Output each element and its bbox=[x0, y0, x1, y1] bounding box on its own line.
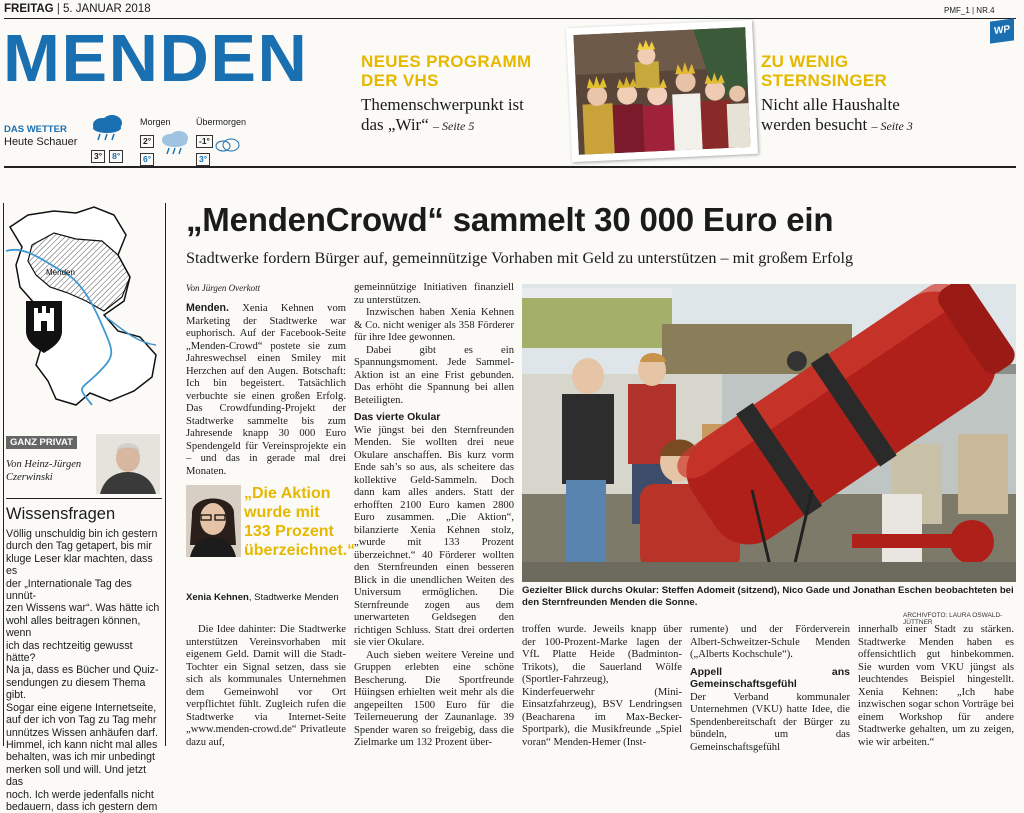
photo-credit: ARCHIVFOTO: LAURA OSWALD-JÜTTNER bbox=[903, 612, 1003, 626]
article-subheadline: Stadtwerke fordern Bürger auf, gemeinnützige Vorhaben mit Geld zu unterstützen – mit großem Erfolg bbox=[186, 249, 854, 267]
column-title: Wissensfragen bbox=[6, 505, 116, 523]
column-line: Völlig unschuldig bin ich gestern bbox=[6, 528, 158, 540]
subheading-appell: Appell ans Gemeinschaftsgefühl bbox=[690, 665, 850, 690]
today-high: 8° bbox=[109, 150, 123, 163]
morgen-temps bbox=[140, 131, 162, 167]
left-column-rule-right bbox=[165, 203, 166, 746]
rubric-badge: GANZ PRIVAT bbox=[6, 436, 77, 449]
column-line: noch. Ich werde jedenfalls nicht bbox=[6, 788, 154, 801]
column-line: durch den Tag getapert, bis mir bbox=[6, 540, 152, 553]
quote-portrait bbox=[186, 485, 241, 557]
sternsinger-photo bbox=[573, 27, 750, 155]
morgen-high: 2° bbox=[140, 135, 154, 148]
date-day: FREITAG bbox=[4, 3, 54, 15]
morgen-low: 6° bbox=[140, 153, 154, 166]
city-title: MENDEN bbox=[3, 21, 309, 96]
photo-caption: Gezielter Blick durchs Okular: Steffen Adomeit (sitzend), Nico Gade und Jonathan Eschen beobachteten bei den Sternfreunden Menden die Sonne. bbox=[522, 585, 1014, 608]
column-line: zen Wissens war“. Was hätte ich bbox=[6, 602, 160, 615]
article-col1b: Die Idee dahinter: Die Stadtwerke unterstützen Vereinsvorhaben mit eigenem Geld. Damit will die Stadt-Tochter ein Signal setzen, dass sie sich als kommunales Unternehmen dem Gemeinwohl vor Ort verpflichtet fühlt. Zugleich rufen die Stadtwerke via Internet-Seite „www.menden-crowd.de“ Privatleute dazu auf, bbox=[186, 624, 346, 748]
quote-role: , Stadtwerke Menden bbox=[248, 592, 339, 603]
column-line: der „Internationale Tag des unnüt- bbox=[6, 577, 132, 603]
column-line: behalten, was ich mir unbedingt bbox=[6, 751, 155, 764]
author-avatar bbox=[96, 434, 160, 494]
column-line: wohl alles beitragen können, wenn bbox=[6, 614, 141, 640]
telescope-photo[interactable] bbox=[522, 284, 1016, 582]
wp-logo: WP bbox=[990, 18, 1014, 43]
uebermorgen-label: Übermorgen bbox=[196, 117, 247, 127]
column-line: auf der ich von Tag zu Tag mehr bbox=[6, 714, 157, 727]
subheading-okular: Das vierte Okular bbox=[354, 411, 441, 423]
column-line: ich das rechtzeitig gewusst hätte? bbox=[6, 639, 133, 665]
sternsinger-photo-frame[interactable] bbox=[566, 20, 758, 162]
teaser1-page: – Seite 5 bbox=[433, 119, 475, 133]
article-col3b: troffen wurde. Jeweils knapp über der 100-Prozent-Marke lagen der VfL Platte Heide (Badminton-Trikots), die Sauerland Wölfe (Sportler-Fahrzeug), Kinderfeuerwehr (Mini-Einsatzfahrzeug), BSV Lendringsen (Beacharena im Max-Becker-Sportpark), die Musikfreunde „Spiel voran“ Menden-Hemer (Inst- bbox=[522, 624, 682, 748]
dateline: Menden. bbox=[186, 302, 229, 314]
top-rule bbox=[4, 18, 1016, 19]
teaser2-text: Nicht alle Haushalte werden besucht – Seite 3 bbox=[761, 95, 913, 134]
uebermorgen-high: -1° bbox=[196, 135, 213, 148]
left-column-rule bbox=[3, 203, 4, 746]
article-headline[interactable]: „MendenCrowd“ sammelt 30 000 Euro ein bbox=[186, 201, 834, 238]
quote-attribution bbox=[186, 592, 339, 603]
teaser2-page: – Seite 3 bbox=[871, 119, 913, 133]
teaser1-text: Themenschwerpunkt ist das „Wir“ – Seite 5 bbox=[361, 95, 524, 134]
map-label: Menden bbox=[46, 268, 75, 277]
column-body bbox=[6, 528, 162, 813]
cloud-icon bbox=[214, 138, 242, 152]
quote-text: „Die Aktion wurde mit 133 Prozent überzeichnet.“ bbox=[244, 485, 356, 559]
masthead-bottom-rule bbox=[4, 166, 1016, 168]
cloud-rain-icon bbox=[90, 114, 126, 142]
menden-map bbox=[6, 205, 162, 410]
cloud-rain-icon bbox=[160, 130, 190, 156]
column-author: Von Heinz-Jürgen Czerwinski bbox=[6, 459, 82, 483]
article-col1: Menden. Xenia Kehnen vom Marketing der Stadtwerke war euphorisch. Auf der Facebook-Seite „Menden-Crowd“ postete sie zum Jahreswechsel einen Smiley mit Herzchen auf den Augen. Botschaft: Ich bin begeistert. Tatsächlich verbuchte sie einen großen Erfolg. Das Crowdfunding-Projekt der Stadtwerke sammelte bis zum Jahresende knapp 30 000 Euro Spendengeld für Vereinsprojekte ein – und das in gerade mal drei Monaten. bbox=[186, 302, 346, 477]
page-code: PMF_1 | NR.4 bbox=[944, 6, 995, 15]
teaser1-headline[interactable]: NEUES PROGRAMM DER VHS bbox=[361, 52, 532, 90]
column-line: merken soll und will. Und jetzt das bbox=[6, 763, 147, 789]
today-low: 3° bbox=[91, 150, 105, 163]
date-line: FREITAG | 5. JANUAR 2018 bbox=[4, 3, 151, 15]
date-rest: 5. JANUAR 2018 bbox=[63, 3, 151, 15]
morgen-label: Morgen bbox=[140, 117, 171, 127]
weather-label: DAS WETTER bbox=[4, 124, 67, 135]
article-col4b: rumente) und der Förderverein Albert-Schweitzer-Schule Menden („Alberts Kochschule“). Appell ans Gemeinschaftsgefühl Der Verband kommunaler Unternehmen (VKU) hatte Idee, die Spendenbereitschaft der Bürger zu bündeln, um das Gemeinschaftsgefühl bbox=[690, 624, 850, 753]
article-col2: gemeinnützige Initiativen finanziell zu unterstützen. Inzwischen haben Xenia Kehnen & Co. nicht weniger als 358 Förderer für ihre Idee gewonnen. Dabei gibt es ein Spannungsmoment. Jede Sammel-Aktion ist an eine Frist gebunden. Das erhöht die Spannung bei allen Beteiligten. Das vierte Okular Wie jüngst bei den Sternfreunden Menden. Sie wollten drei neue Okulare anschaffen. Bis kurz vorm Ende sah’s so aus, als scheitere das kollektive Geld-Sammeln. Doch dann kam alles anders. Statt der erhofften 2100 Euro kamen 2800 Euro zusammen. „Die Aktion“, bilanzierte Xenia Kehnen stolz, „wurde mit 133 Prozent überzeichnet.“ 40 Förderer wollten den Sternfreunden einen besseren Blick in die unendlichen Weiten des Universum ermöglichen. Die Sternfreunde zogen aus dem unerwarteten Geldsegen den richtigen Schluss. Statt drei orderten sie vier Okulare. Auch sieben weitere Vereine und Gruppen erlebten eine schöne Bescherung. Die Sportfreunde Hüingsen erhielten weit mehr als die angepeilten 1500 Euro für die Teilerneuerung der Zaunanlage. 39 Spender waren so freigebig, dass die Zielmarke um 132 Prozent über- bbox=[354, 282, 514, 748]
column-line: unnützes Wissen anhäufen darf. bbox=[6, 726, 158, 739]
quote-name: Xenia Kehnen bbox=[186, 592, 249, 603]
uebermorgen-low: 3° bbox=[196, 153, 210, 166]
weather-today-temps bbox=[91, 146, 123, 164]
teaser2-headline[interactable]: ZU WENIG STERNSINGER bbox=[761, 52, 888, 90]
article-col5b: innerhalb einer Stadt zu stärken. Stadtwerke Menden haben es offensichtlich gut hinbekommen. Sie wurden vom VKU jüngst als leuchtendes Beispiel hingestellt. Xenia Kehnen: „Ich habe inzwischen sogar schon Vorträge bei einem Workshop für andere Stadtwerke gehalten, um zu zeigen, wie wir arbeiten.“ bbox=[858, 624, 1014, 748]
column-line: sendungen zu diesem Thema gibt. bbox=[6, 676, 146, 702]
column-line: Himmel, ich kann nicht mal alles bbox=[6, 738, 158, 751]
column-divider bbox=[6, 498, 162, 499]
column-line: Na ja, dass es Bücher und Quiz- bbox=[6, 664, 159, 677]
column-line: bedauern, dass ich gestern dem bbox=[6, 800, 158, 813]
weather-today: Heute Schauer bbox=[4, 136, 78, 148]
column-line: Sogar eine eigene Internetseite, bbox=[6, 701, 157, 714]
column-line: kluge Leser klar machten, dass es bbox=[6, 552, 153, 578]
byline: Von Jürgen Overkott bbox=[186, 283, 261, 293]
